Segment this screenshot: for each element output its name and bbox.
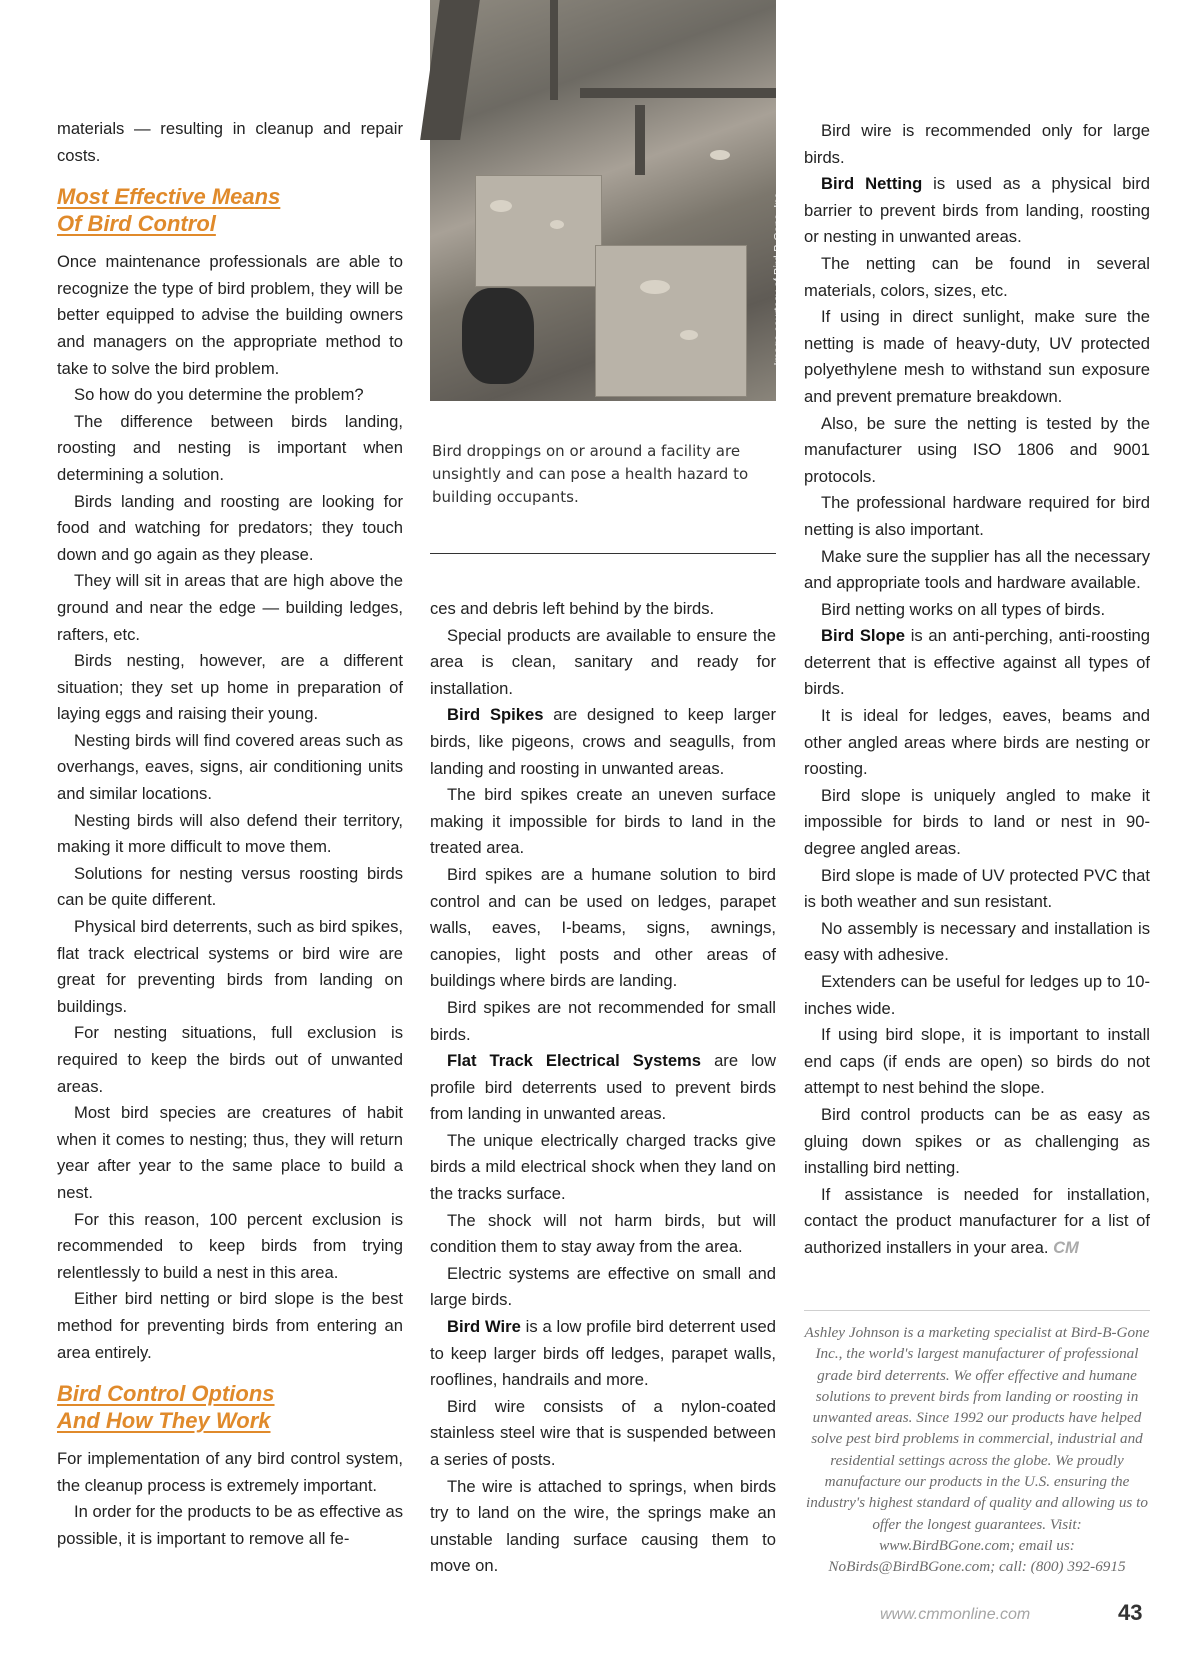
paragraph: Bird Wire is a low profile bird deterrent used to keep larger birds off ledges, parapet walls, rooflines, handrails and more. — [430, 1317, 776, 1390]
paragraph: Birds landing and roosting are looking for food and watching for predators; they touch down and go again as they please. — [57, 491, 403, 564]
paragraph: They will sit in areas that are high above the ground and near the edge — building ledges, rafters, etc. — [57, 571, 403, 644]
paragraph: If assistance is needed for installation, contact the product manufacturer for a list of authorized installers in your area. CM — [804, 1184, 1150, 1257]
paragraph: Either bird netting or bird slope is the best method for preventing birds from entering an area entirely. — [57, 1289, 403, 1362]
article-column-3 — [804, 118, 1150, 1262]
photo-caption: Bird droppings on or around a facility are unsightly and can pose a health hazard to building occupants. — [432, 442, 749, 506]
paragraph: The difference between birds landing, roosting and nesting is important when determining a solution. — [57, 411, 403, 484]
paragraph: materials — resulting in cleanup and repair costs. — [57, 119, 403, 165]
paragraph: Once maintenance professionals are able to recognize the type of bird problem, they will be better equipped to advise the building owners and managers on the appropriate method to take to solve the bird problem. — [57, 252, 403, 378]
paragraph: Extenders can be useful for ledges up to 10-inches wide. — [804, 972, 1150, 1018]
paragraph: Electric systems are effective on small and large birds. — [430, 1263, 776, 1310]
paragraph: If using in direct sunlight, make sure the netting is made of heavy-duty, UV protected polyethylene mesh to withstand sun exposure and prevent premature breakdown. — [804, 307, 1150, 406]
paragraph: ces and debris left behind by the birds. — [430, 599, 715, 618]
paragraph: If using bird slope, it is important to install end caps (if ends are open) so birds do not attempt to nest behind the slope. — [804, 1025, 1150, 1098]
bird-droppings-photo — [430, 0, 784, 401]
paragraph: Bird wire is recommended only for large birds. — [804, 121, 1150, 167]
paragraph: Solutions for nesting versus roosting birds can be quite different. — [57, 863, 403, 910]
paragraph: The shock will not harm birds, but will condition them to stay away from the area. — [430, 1210, 776, 1257]
paragraph: Make sure the supplier has all the necessary and appropriate tools and hardware available. — [804, 546, 1150, 593]
paragraph: Most bird species are creatures of habit when it comes to nesting; thus, they will return year after year to the same place to build a nest. — [57, 1103, 403, 1202]
paragraph: Birds nesting, however, are a different situation; they set up home in preparation of laying eggs and raising their young. — [57, 651, 403, 724]
section-heading-most-effective: Most Effective Means Of Bird Control — [57, 184, 281, 237]
paragraph: For nesting situations, full exclusion is required to keep the birds out of unwanted areas. — [57, 1023, 403, 1096]
caption-divider — [430, 553, 776, 554]
paragraph: Bird Spikes are designed to keep larger birds, like pigeons, crows and seagulls, from landing and roosting in unwanted areas. — [430, 705, 776, 778]
paragraph: The bird spikes create an uneven surface making it impossible for birds to land in the treated area. — [430, 785, 776, 858]
paragraph: Bird spikes are not recommended for small birds. — [430, 997, 776, 1044]
paragraph: Bird slope is made of UV protected PVC that is both weather and sun resistant. — [804, 865, 1150, 912]
paragraph: Bird slope is uniquely angled to make it impossible for birds to land or nest in 90-degree angled areas. — [804, 785, 1150, 859]
photo-credit: Image courtesy of Bird-B-Gone, Inc. — [772, 190, 784, 366]
paragraph: The wire is attached to springs, when birds try to land on the wire, the springs make an unstable landing surface causing them to move on. — [430, 1476, 776, 1576]
page-number: 43 — [1118, 1600, 1143, 1625]
paragraph: For implementation of any bird control system, the cleanup process is extremely important. — [57, 1449, 403, 1495]
paragraph: So how do you determine the problem? — [74, 385, 364, 405]
paragraph: Nesting birds will find covered areas such as overhangs, eaves, signs, air conditioning units and similar locations. — [57, 730, 403, 804]
paragraph: For this reason, 100 percent exclusion is recommended to keep birds from trying relentlessly to build a nest in this area. — [57, 1209, 403, 1282]
paragraph: Also, be sure the netting is tested by the manufacturer using ISO 1806 and 9001 protocols. — [804, 413, 1150, 486]
footer-url: www.cmmonline.com — [880, 1606, 1031, 1623]
paragraph: The professional hardware required for bird netting is also important. — [804, 493, 1150, 539]
article-column-2 — [430, 596, 776, 1580]
end-mark: CM — [1053, 1237, 1079, 1257]
paragraph: Bird netting works on all types of birds. — [821, 599, 1106, 619]
article-column-1 — [57, 116, 403, 1553]
section-heading-options: Bird Control Options And How They Work — [57, 1381, 275, 1434]
paragraph: Bird spikes are a humane solution to bird control and can be used on ledges, parapet walls, eaves, I-beams, signs, awnings, canopies, light posts and other areas of buildings where birds are landing. — [430, 864, 776, 991]
paragraph: Special products are available to ensure the area is clean, sanitary and ready for installation. — [430, 625, 776, 698]
paragraph: Flat Track Electrical Systems are low profile bird deterrents used to prevent birds from landing in unwanted areas. — [430, 1051, 776, 1124]
author-bio: Ashley Johnson is a marketing specialist at Bird-B-Gone Inc., the world's largest manufacturer of professional grade bird deterrents. We offer effective and humane solutions to prevent birds from landing or roosting in unwanted areas. Since 1992 our products have helped solve pest bird problems in commercial, industrial and residential settings across the globe. We proudly manufacture our products in the U.S. ensuring the industry's highest standard of quality and allowing us to offer the longest guarantees. Visit: www.BirdBGone.com; email us: NoBirds@BirdBGone.com; call: (800) 392-6915 — [804, 1324, 1150, 1576]
paragraph: Bird Netting is used as a physical bird barrier to prevent birds from landing, roosting or nesting in unwanted areas. — [804, 174, 1150, 247]
paragraph: Bird control products can be as easy as gluing down spikes or as challenging as installing bird netting. — [804, 1104, 1150, 1178]
paragraph: Physical bird deterrents, such as bird spikes, flat track electrical systems or bird wire are great for preventing birds from landing on buildings. — [57, 917, 403, 1016]
bio-divider — [804, 1310, 1150, 1311]
paragraph: It is ideal for ledges, eaves, beams and other angled areas where birds are nesting or roosting. — [804, 706, 1150, 779]
paragraph: No assembly is necessary and installation is easy with adhesive. — [804, 918, 1150, 965]
paragraph: The netting can be found in several materials, colors, sizes, etc. — [804, 253, 1150, 300]
paragraph: The unique electrically charged tracks give birds a mild electrical shock when they land on the tracks surface. — [430, 1130, 776, 1204]
paragraph: Bird wire consists of a nylon-coated stainless steel wire that is suspended between a series of posts. — [430, 1396, 776, 1469]
paragraph: Nesting birds will also defend their territory, making it more difficult to move them. — [57, 810, 403, 857]
paragraph: Bird Slope is an anti-perching, anti-roosting deterrent that is effective against all types of birds. — [804, 626, 1150, 699]
paragraph: In order for the products to be as effective as possible, it is important to remove all fe- — [57, 1502, 403, 1548]
